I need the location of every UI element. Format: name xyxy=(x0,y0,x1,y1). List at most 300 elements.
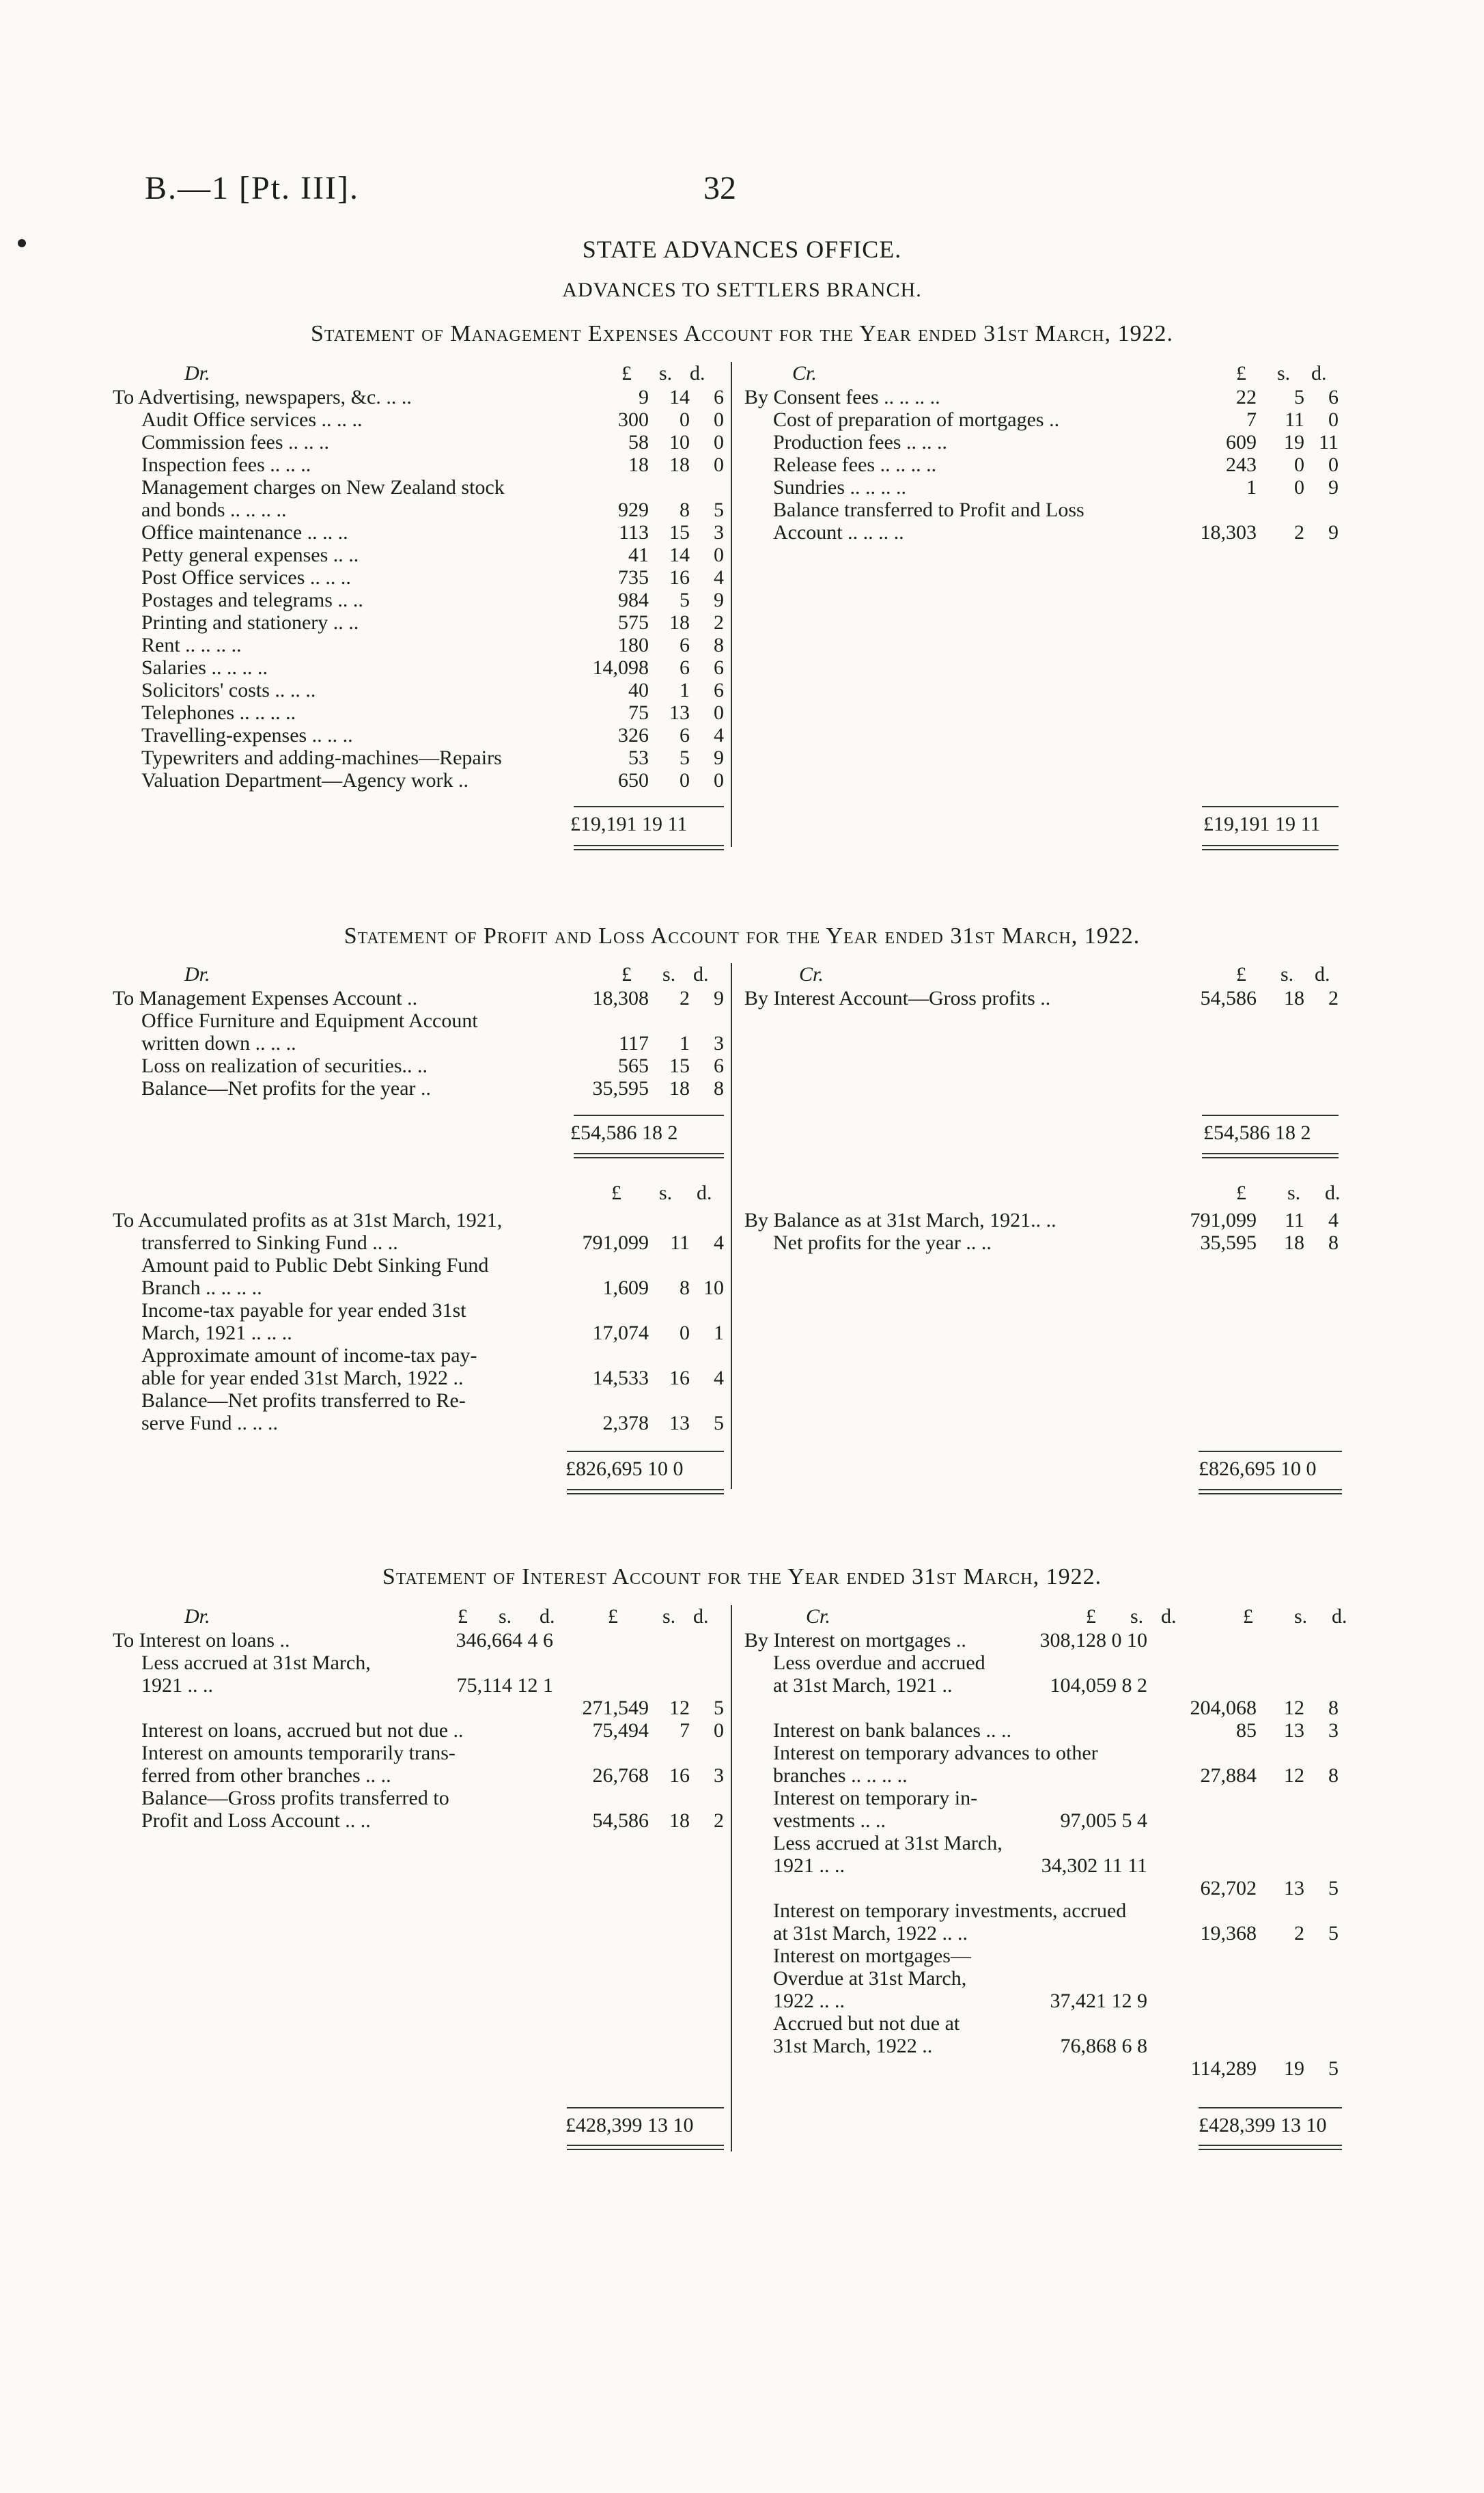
rule xyxy=(1199,1451,1342,1452)
row-pence: 0 xyxy=(714,1719,724,1742)
row-pounds: 180 xyxy=(618,634,649,656)
ledger-row xyxy=(113,1209,724,1231)
row-pence: 1 xyxy=(714,1322,724,1344)
pound-head: £ xyxy=(621,362,632,385)
row-shillings: 18 xyxy=(669,1077,690,1100)
row-pence: 2 xyxy=(714,611,724,634)
row-subamount: 34,302 11 11 xyxy=(1041,1854,1147,1877)
row-pence: 8 xyxy=(714,634,724,656)
shill-head: s. xyxy=(1294,1605,1308,1628)
row-pence: 0 xyxy=(714,769,724,792)
ledger-row xyxy=(744,454,1339,476)
row-pounds: 62,702 xyxy=(1200,1877,1257,1899)
row-pence: 3 xyxy=(714,1032,724,1055)
row-shillings: 6 xyxy=(680,656,690,679)
row-subamount: 37,421 12 9 xyxy=(1050,1990,1147,2012)
ledger-row xyxy=(113,769,724,792)
row-pounds: 271,549 xyxy=(582,1697,649,1719)
interest-total-dr: £428,399 13 10 xyxy=(565,2114,694,2136)
ledger-row xyxy=(744,1877,1339,1899)
row-label: Office Furniture and Equipment Account xyxy=(141,1009,478,1032)
row-label: March, 1921 .. .. .. xyxy=(141,1322,292,1344)
row-shillings: 5 xyxy=(680,747,690,769)
row-pounds: 27,884 xyxy=(1200,1764,1257,1787)
mgmt-title: Statement of Management Expenses Account for the Year ended 31st March, 1922. xyxy=(310,321,1174,346)
row-pounds: 1 xyxy=(1246,476,1257,499)
row-label: Interest on bank balances .. .. xyxy=(773,1719,1012,1742)
row-pence: 5 xyxy=(1328,1922,1339,1945)
row-subamount: 104,059 8 2 xyxy=(1050,1674,1147,1697)
shill-head: s. xyxy=(662,963,676,986)
ledger-row xyxy=(113,634,724,656)
row-pence: 9 xyxy=(714,589,724,611)
ledger-row xyxy=(113,1787,724,1809)
ledger-row xyxy=(113,589,724,611)
ledger-row xyxy=(113,611,724,634)
pence-head: d. xyxy=(1161,1605,1177,1628)
row-label: Commission fees .. .. .. xyxy=(141,431,329,454)
ledger-row xyxy=(744,521,1339,544)
row-label: Typewriters and adding-machines—Repairs xyxy=(141,747,502,769)
row-label: Interest on temporary advances to other xyxy=(773,1742,1098,1764)
row-label: To Advertising, newspapers, &c. .. .. xyxy=(113,386,412,408)
row-pence: 0 xyxy=(714,454,724,476)
ledger-row xyxy=(113,1719,724,1742)
row-label: written down .. .. .. xyxy=(141,1032,296,1055)
row-pence: 6 xyxy=(714,1055,724,1077)
ledger-row xyxy=(744,2035,1339,2057)
ledger-row xyxy=(113,1344,724,1367)
pound-head: £ xyxy=(1236,963,1246,986)
row-pounds: 53 xyxy=(628,747,649,769)
row-label: Accrued but not due at xyxy=(773,2012,960,2035)
row-label: Balance—Net profits for the year .. xyxy=(141,1077,431,1100)
row-label: Petty general expenses .. .. xyxy=(141,544,359,566)
pence-head: d. xyxy=(540,1605,555,1628)
row-pounds: 18,303 xyxy=(1200,521,1257,544)
row-label: at 31st March, 1922 .. .. xyxy=(773,1922,968,1945)
pence-head: d. xyxy=(693,963,709,986)
row-shillings: 0 xyxy=(680,769,690,792)
row-shillings: 12 xyxy=(1284,1764,1304,1787)
ledger-row xyxy=(113,1742,724,1764)
row-shillings: 15 xyxy=(669,521,690,544)
row-pounds: 75 xyxy=(628,701,649,724)
row-label: Inspection fees .. .. .. xyxy=(141,454,311,476)
row-pence: 0 xyxy=(1328,454,1339,476)
row-pence: 2 xyxy=(714,1809,724,1832)
row-label: By Interest Account—Gross profits .. xyxy=(744,987,1051,1009)
row-shillings: 13 xyxy=(1284,1719,1304,1742)
pl-divider xyxy=(731,963,732,1489)
ledger-row xyxy=(113,747,724,769)
row-pence: 0 xyxy=(714,431,724,454)
row-label: Management charges on New Zealand stock xyxy=(141,476,505,499)
row-label: branches .. .. .. .. xyxy=(773,1764,908,1787)
ledger-row xyxy=(113,1077,724,1100)
ledger-row xyxy=(744,408,1339,431)
ledger-row xyxy=(744,1674,1339,1697)
rule xyxy=(1202,806,1339,807)
row-label: and bonds .. .. .. .. xyxy=(141,499,287,521)
row-pounds: 609 xyxy=(1226,431,1257,454)
row-label: 1921 .. .. xyxy=(141,1674,213,1697)
row-label: Less overdue and accrued xyxy=(773,1652,985,1674)
cr-label: Cr. xyxy=(792,362,817,385)
row-label: To Management Expenses Account .. xyxy=(113,987,418,1009)
cr-label: Cr. xyxy=(806,1605,830,1628)
row-label: Telephones .. .. .. .. xyxy=(141,701,296,724)
ledger-row xyxy=(744,1832,1339,1854)
row-label: vestments .. .. xyxy=(773,1809,886,1832)
row-shillings: 11 xyxy=(1285,1209,1304,1231)
double-rule xyxy=(574,845,724,850)
row-label: serve Fund .. .. .. xyxy=(141,1412,278,1434)
pence-head: d. xyxy=(1315,963,1330,986)
row-pounds: 2,378 xyxy=(602,1412,649,1434)
row-pounds: 85 xyxy=(1236,1719,1257,1742)
row-shillings: 13 xyxy=(669,701,690,724)
row-pence: 0 xyxy=(714,701,724,724)
ledger-row xyxy=(744,1742,1339,1764)
row-pence: 5 xyxy=(1328,2057,1339,2080)
row-pounds: 41 xyxy=(628,544,649,566)
pl-credits-2 xyxy=(744,1209,1339,1254)
pl-debits xyxy=(113,987,724,1100)
row-pounds: 791,099 xyxy=(582,1231,649,1254)
row-shillings: 0 xyxy=(680,408,690,431)
ledger-row xyxy=(113,499,724,521)
dr-label: Dr. xyxy=(184,362,210,385)
row-pence: 0 xyxy=(714,544,724,566)
ledger-row xyxy=(113,1764,724,1787)
row-shillings: 0 xyxy=(680,1322,690,1344)
interest-divider xyxy=(731,1605,732,2151)
shill-head: s. xyxy=(499,1605,512,1628)
row-label: Salaries .. .. .. .. xyxy=(141,656,268,679)
ledger-row xyxy=(113,1009,724,1032)
row-subamount: 75,114 12 1 xyxy=(456,1674,553,1697)
row-label: Branch .. .. .. .. xyxy=(141,1277,262,1299)
row-pence: 5 xyxy=(714,499,724,521)
row-shillings: 18 xyxy=(669,611,690,634)
row-label: Balance—Net profits transferred to Re- xyxy=(141,1389,466,1412)
row-shillings: 2 xyxy=(680,987,690,1009)
row-shillings: 12 xyxy=(1284,1697,1304,1719)
row-subamount: 97,005 5 4 xyxy=(1060,1809,1147,1832)
row-pence: 9 xyxy=(714,747,724,769)
row-subamount: 76,868 6 8 xyxy=(1060,2035,1147,2057)
ledger-row xyxy=(744,476,1339,499)
pl-total-dr: £54,586 18 2 xyxy=(570,1122,678,1144)
row-pounds: 791,099 xyxy=(1190,1209,1257,1231)
row-pence: 8 xyxy=(1328,1764,1339,1787)
pound-head: £ xyxy=(1236,1182,1246,1204)
row-pounds: 18,308 xyxy=(592,987,649,1009)
row-shillings: 10 xyxy=(669,431,690,454)
row-pounds: 735 xyxy=(618,566,649,589)
ledger-row xyxy=(113,987,724,1009)
ledger-row xyxy=(744,1945,1339,1967)
ledger-row xyxy=(113,1254,724,1277)
ledger-row xyxy=(744,1231,1339,1254)
ledger-row xyxy=(744,1209,1339,1231)
row-label: ferred from other branches .. .. xyxy=(141,1764,391,1787)
ledger-row xyxy=(744,386,1339,408)
row-pence: 9 xyxy=(1328,521,1339,544)
ledger-row xyxy=(113,454,724,476)
row-pounds: 75,494 xyxy=(592,1719,649,1742)
row-pence: 4 xyxy=(714,1231,724,1254)
row-pence: 5 xyxy=(1328,1877,1339,1899)
double-rule xyxy=(1199,2145,1342,2150)
row-pence: 11 xyxy=(1319,431,1339,454)
row-pence: 8 xyxy=(1328,1231,1339,1254)
row-pounds: 54,586 xyxy=(592,1809,649,1832)
row-pence: 6 xyxy=(714,679,724,701)
ledger-row xyxy=(113,386,724,408)
row-subamount: 308,128 0 10 xyxy=(1039,1629,1147,1652)
ledger-row xyxy=(744,1967,1339,1990)
row-pence: 4 xyxy=(714,566,724,589)
cr-label: Cr. xyxy=(799,963,824,986)
row-shillings: 11 xyxy=(670,1231,690,1254)
row-shillings: 18 xyxy=(1284,1231,1304,1254)
row-label: at 31st March, 1921 .. xyxy=(773,1674,953,1697)
row-label: Office maintenance .. .. .. xyxy=(141,521,348,544)
row-pounds: 117 xyxy=(619,1032,649,1055)
ledger-row xyxy=(113,1299,724,1322)
double-rule xyxy=(1202,845,1339,850)
row-pence: 5 xyxy=(714,1697,724,1719)
ledger-row xyxy=(744,1899,1339,1922)
row-shillings: 2 xyxy=(1294,1922,1304,1945)
shill-head: s. xyxy=(662,1605,676,1628)
row-label: Audit Office services .. .. .. xyxy=(141,408,363,431)
row-pounds: 17,074 xyxy=(592,1322,649,1344)
row-pence: 0 xyxy=(714,408,724,431)
row-pence: 4 xyxy=(714,1367,724,1389)
row-label: Printing and stationery .. .. xyxy=(141,611,359,634)
row-label: Approximate amount of income-tax pay- xyxy=(141,1344,477,1367)
row-pounds: 113 xyxy=(619,521,649,544)
row-shillings: 13 xyxy=(1284,1877,1304,1899)
row-subamount: 346,664 4 6 xyxy=(456,1629,553,1652)
row-label: Balance transferred to Profit and Loss xyxy=(773,499,1084,521)
row-shillings: 16 xyxy=(669,1764,690,1787)
row-label: 31st March, 1922 .. xyxy=(773,2035,933,2057)
row-label: Rent .. .. .. .. xyxy=(141,634,242,656)
interest-credits xyxy=(744,1629,1339,2080)
row-pence: 8 xyxy=(714,1077,724,1100)
row-pounds: 326 xyxy=(618,724,649,747)
row-shillings: 15 xyxy=(669,1055,690,1077)
pl-total2-cr: £826,695 10 0 xyxy=(1199,1458,1317,1480)
ledger-row xyxy=(113,1412,724,1434)
row-shillings: 0 xyxy=(1294,476,1304,499)
pence-head: d. xyxy=(690,362,705,385)
ledger-row xyxy=(744,1809,1339,1832)
row-shillings: 19 xyxy=(1284,2057,1304,2080)
row-label: Loss on realization of securities.. .. xyxy=(141,1055,428,1077)
row-shillings: 14 xyxy=(669,386,690,408)
row-pounds: 35,595 xyxy=(1200,1231,1257,1254)
pl-total-cr: £54,586 18 2 xyxy=(1203,1122,1311,1144)
ledger-row xyxy=(113,1055,724,1077)
row-shillings: 13 xyxy=(669,1412,690,1434)
rule xyxy=(1202,1115,1339,1116)
row-label: Net profits for the year .. .. xyxy=(773,1231,992,1254)
row-shillings: 1 xyxy=(680,679,690,701)
ledger-row xyxy=(113,656,724,679)
row-label: Valuation Department—Agency work .. xyxy=(141,769,469,792)
ledger-row xyxy=(113,679,724,701)
shill-head: s. xyxy=(1287,1182,1301,1204)
ledger-row xyxy=(744,1764,1339,1787)
row-label: Sundries .. .. .. .. xyxy=(773,476,906,499)
row-label: Balance—Gross profits transferred to xyxy=(141,1787,449,1809)
row-shillings: 11 xyxy=(1285,408,1304,431)
row-label: Profit and Loss Account .. .. xyxy=(141,1809,371,1832)
dr-label: Dr. xyxy=(184,1605,210,1628)
row-pence: 6 xyxy=(1328,386,1339,408)
row-label: Less accrued at 31st March, xyxy=(773,1832,1003,1854)
row-pounds: 929 xyxy=(618,499,649,521)
ledger-row xyxy=(744,1854,1339,1877)
mgmt-divider xyxy=(731,362,732,847)
pence-head: d. xyxy=(1311,362,1327,385)
row-pounds: 19,368 xyxy=(1200,1922,1257,1945)
row-label: Income-tax payable for year ended 31st xyxy=(141,1299,466,1322)
row-pence: 0 xyxy=(1328,408,1339,431)
row-shillings: 2 xyxy=(1294,521,1304,544)
ledger-row xyxy=(113,521,724,544)
pence-head: d. xyxy=(1325,1182,1341,1204)
row-pounds: 35,595 xyxy=(592,1077,649,1100)
row-pence: 10 xyxy=(703,1277,724,1299)
ledger-row xyxy=(113,1652,724,1674)
ledger-row xyxy=(113,1277,724,1299)
pound-head: £ xyxy=(608,1605,618,1628)
ledger-row xyxy=(744,1652,1339,1674)
row-pence: 5 xyxy=(714,1412,724,1434)
row-label: To Accumulated profits as at 31st March, 1921, xyxy=(113,1209,503,1231)
row-pounds: 22 xyxy=(1236,386,1257,408)
ledger-row xyxy=(744,1719,1339,1742)
row-pounds: 1,609 xyxy=(602,1277,649,1299)
row-label: 1921 .. .. xyxy=(773,1854,845,1877)
row-shillings: 5 xyxy=(680,589,690,611)
mgmt-debits xyxy=(113,386,724,792)
branch-title: ADVANCES TO SETTLERS BRANCH. xyxy=(562,279,922,301)
row-shillings: 8 xyxy=(680,1277,690,1299)
interest-debits xyxy=(113,1629,724,1832)
row-pounds: 9 xyxy=(639,386,649,408)
row-shillings: 18 xyxy=(669,454,690,476)
row-shillings: 14 xyxy=(669,544,690,566)
row-label: Release fees .. .. .. .. xyxy=(773,454,937,476)
ledger-row xyxy=(113,724,724,747)
row-pence: 6 xyxy=(714,386,724,408)
pl-title: Statement of Profit and Loss Account for the Year ended 31st March, 1922. xyxy=(344,923,1140,949)
row-pence: 4 xyxy=(714,724,724,747)
ledger-row xyxy=(113,408,724,431)
office-title: STATE ADVANCES OFFICE. xyxy=(582,236,902,263)
row-label: Post Office services .. .. .. xyxy=(141,566,351,589)
row-pence: 2 xyxy=(1328,987,1339,1009)
ledger-row xyxy=(113,1809,724,1832)
row-label: 1922 .. .. xyxy=(773,1990,845,2012)
row-pence: 9 xyxy=(1328,476,1339,499)
row-label: Interest on amounts temporarily trans- xyxy=(141,1742,456,1764)
ledger-row xyxy=(113,431,724,454)
interest-title: Statement of Interest Account for the Year ended 31st March, 1922. xyxy=(382,1564,1102,1589)
ledger-row xyxy=(113,1697,724,1719)
ledger-row xyxy=(113,1629,724,1652)
mgmt-credits xyxy=(744,386,1339,544)
row-pounds: 26,768 xyxy=(592,1764,649,1787)
mgmt-total-cr: £19,191 19 11 xyxy=(1203,813,1321,835)
double-rule xyxy=(567,1489,724,1494)
row-label: Travelling-expenses .. .. .. xyxy=(141,724,353,747)
row-pounds: 650 xyxy=(618,769,649,792)
row-pounds: 14,098 xyxy=(592,656,649,679)
row-pounds: 114,289 xyxy=(1190,2057,1257,2080)
row-shillings: 7 xyxy=(680,1719,690,1742)
row-shillings: 18 xyxy=(1284,987,1304,1009)
rule xyxy=(1199,2107,1342,2108)
pound-head: £ xyxy=(458,1605,468,1628)
pound-head: £ xyxy=(621,963,632,986)
dr-label: Dr. xyxy=(184,963,210,986)
mgmt-total-dr: £19,191 19 11 xyxy=(570,813,688,835)
ledger-row xyxy=(744,1787,1339,1809)
row-pence: 3 xyxy=(714,1764,724,1787)
ledger-row xyxy=(744,987,1339,1009)
row-shillings: 19 xyxy=(1284,431,1304,454)
shill-head: s. xyxy=(1280,963,1294,986)
ledger-row xyxy=(113,544,724,566)
row-pounds: 984 xyxy=(618,589,649,611)
double-rule xyxy=(567,2145,724,2150)
row-label: Postages and telegrams .. .. xyxy=(141,589,363,611)
row-label: Interest on temporary investments, accrued xyxy=(773,1899,1127,1922)
pound-head: £ xyxy=(1086,1605,1096,1628)
row-label: Less accrued at 31st March, xyxy=(141,1652,371,1674)
ledger-row xyxy=(744,1697,1339,1719)
pence-head: d. xyxy=(697,1182,712,1204)
row-shillings: 0 xyxy=(1294,454,1304,476)
double-rule xyxy=(1199,1489,1342,1494)
row-shillings: 18 xyxy=(669,1809,690,1832)
row-pounds: 58 xyxy=(628,431,649,454)
row-label: To Interest on loans .. xyxy=(113,1629,290,1652)
row-pounds: 300 xyxy=(618,408,649,431)
interest-total-cr: £428,399 13 10 xyxy=(1199,2114,1327,2136)
row-shillings: 16 xyxy=(669,1367,690,1389)
ledger-row xyxy=(113,1367,724,1389)
rule xyxy=(567,1451,724,1452)
row-pence: 8 xyxy=(1328,1697,1339,1719)
row-label: Overdue at 31st March, xyxy=(773,1967,967,1990)
row-label: Production fees .. .. .. xyxy=(773,431,947,454)
shill-head: s. xyxy=(1130,1605,1144,1628)
pence-head: d. xyxy=(693,1605,709,1628)
row-pounds: 565 xyxy=(618,1055,649,1077)
ledger-row xyxy=(744,1922,1339,1945)
row-label: By Balance as at 31st March, 1921.. .. xyxy=(744,1209,1056,1231)
row-pounds: 40 xyxy=(628,679,649,701)
